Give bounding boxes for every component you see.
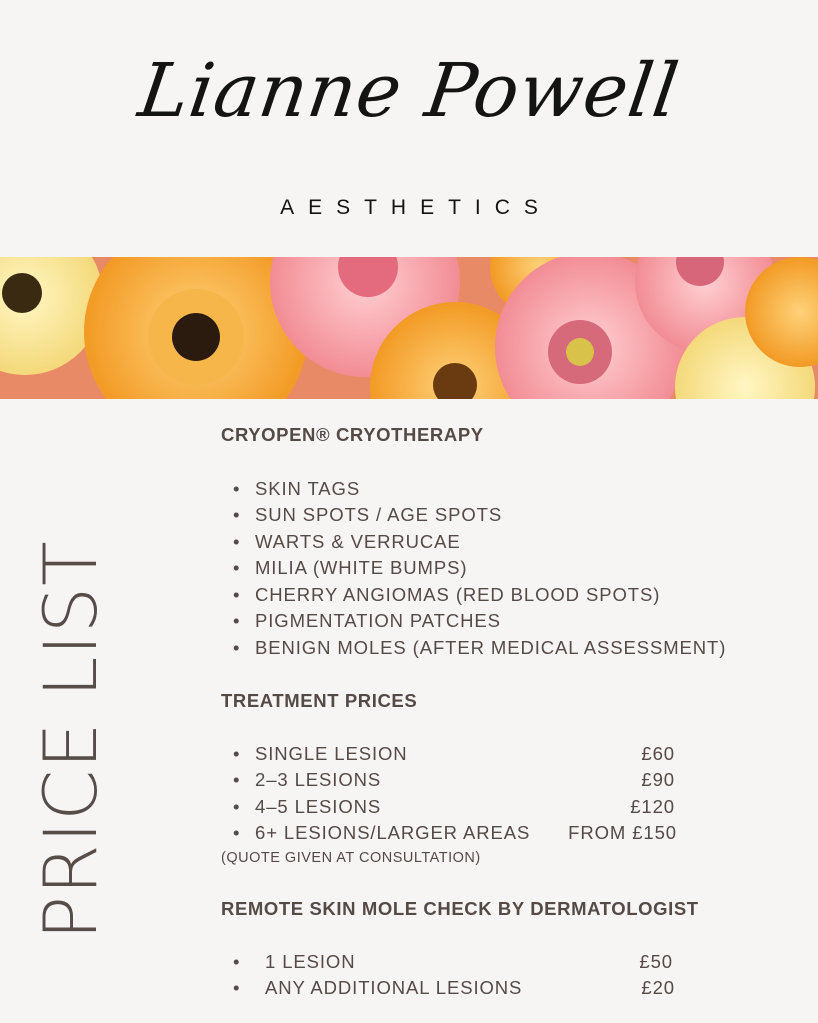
list-item: • PIGMENTATION PATCHES [233, 610, 501, 631]
price-row-value: £20 [641, 977, 675, 998]
list-item: • MILIA (WHITE BUMPS) [233, 557, 468, 578]
price-row-label: • 4–5 LESIONS [233, 796, 382, 817]
list-item: • SKIN TAGS [233, 478, 361, 499]
remote-check-heading: REMOTE SKIN MOLE CHECK BY DERMATOLOGIST [221, 898, 699, 919]
list-item: • BENIGN MOLES (AFTER MEDICAL ASSESSMENT) [233, 637, 727, 658]
price-row-label: • SINGLE LESION [233, 743, 408, 764]
price-row-value: £60 [641, 743, 675, 764]
price-row-label: • 6+ LESIONS/LARGER AREAS [233, 822, 531, 843]
cryopen-heading: CRYOPEN® CRYOTHERAPY [221, 424, 484, 445]
price-row-value: £50 [639, 951, 673, 972]
price-row-value: £90 [641, 769, 675, 790]
brand-logo-script: Lianne Powell [133, 48, 685, 134]
price-row-label: • ANY ADDITIONAL LESIONS [233, 977, 523, 998]
list-item: • SUN SPOTS / AGE SPOTS [233, 504, 503, 525]
price-row-value: £120 [630, 796, 675, 817]
list-item: • CHERRY ANGIOMAS (RED BLOOD SPOTS) [233, 584, 661, 605]
gerbera-flowers-image [0, 257, 818, 399]
quote-note: (QUOTE GIVEN AT CONSULTATION) [221, 850, 481, 866]
treatment-prices-heading: TREATMENT PRICES [221, 690, 418, 711]
list-item: • WARTS & VERRUCAE [233, 531, 461, 552]
flower-banner [0, 257, 818, 399]
price-row-label: • 2–3 LESIONS [233, 769, 382, 790]
brand-tagline: AESTHETICS [280, 196, 552, 219]
price-row-label: • 1 LESION [233, 951, 356, 972]
header [0, 0, 818, 257]
price-list-side-title: PRICE LIST [29, 540, 114, 940]
price-row-value: FROM £150 [568, 822, 677, 843]
